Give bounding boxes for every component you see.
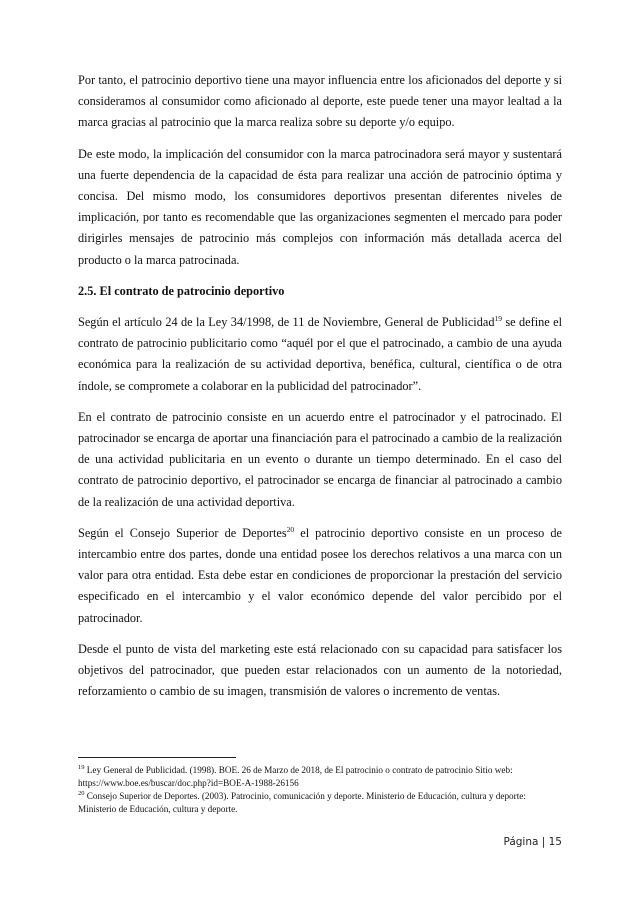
paragraph-5 <box>78 523 562 629</box>
paragraph-3 <box>78 312 562 397</box>
paragraph-5-text-b: el patrocinio deportivo consiste en un proceso de intercambio entre dos partes, donde una entidad posee los derechos relativos a una marca con un valor para otra entidad. Esta debe estar en condiciones de proporcionar la prestación del servicio especificado en el intercambio y el valor económico depende del valor percibido por el patrocinador. <box>78 525 562 625</box>
footnote-20-text: Consejo Superior de Deportes. (2003). Patrocinio, comunicación y deporte. Ministerio de Educación, cultura y deporte: Ministerio de Educación, cultura y deporte. <box>78 791 526 814</box>
footnote-19-number: 19 <box>78 763 85 771</box>
footnote-19 <box>78 764 562 790</box>
page-number: Página | 15 <box>503 836 562 848</box>
document-body <box>78 70 562 712</box>
footnote-20 <box>78 790 562 816</box>
footnote-19-text: Ley General de Publicidad. (1998). BOE. 26 de Marzo de 2018, de El patrocinio o contrato de patrocinio Sitio web: https://www.boe.es/buscar/doc.php?id=BOE-A-1988-26156 <box>78 765 513 788</box>
paragraph-3-text-b: se define el contrato de patrocinio publicitario como “aquél por el que el patrocinado, a cambio de una ayuda económica para la realización de su actividad deportiva, benéfica, cultural, científica o de otra índole, se compromete a colaborar en la publicidad del patrocinador”. <box>78 315 562 393</box>
footnote-divider <box>78 757 236 758</box>
section-heading: 2.5. El contrato de patrocinio deportivo <box>78 283 285 298</box>
footnotes-section <box>78 757 562 816</box>
paragraph-3-text-a: Según el artículo 24 de la Ley 34/1998, de 11 de Noviembre, General de Publicidad <box>78 315 495 330</box>
footnote-ref-19[interactable]: 19 <box>494 313 502 323</box>
paragraph-4: En el contrato de patrocinio consiste en un acuerdo entre el patrocinador y el patrocinado. El patrocinador se encarga de aportar una financiación para el patrocinado a cambio de la realización de una actividad publicitaria en un evento o durante un tiempo determinado. En el caso del contrato de patrocinio deportivo, el patrocinador se encarga de financiar al patrocinado a cambio de la realización de una actividad deportiva. <box>78 409 562 509</box>
footnote-20-number: 20 <box>78 789 85 797</box>
paragraph-2: De este modo, la implicación del consumidor con la marca patrocinadora será mayor y sustentará una fuerte dependencia de la capacidad de ésta para realizar una acción de patrocinio óptima y concisa. Del mismo modo, los consumidores deportivos presentan diferentes niveles de implicación, por tanto es recomendable que las organizaciones segmenten el mercado para poder dirigirles mensajes de patrocinio más complejos con información más detallada acerca del producto o la marca patrocinada. <box>78 146 562 267</box>
paragraph-6: Desde el punto de vista del marketing este está relacionado con su capacidad para satisfacer los objetivos del patrocinador, que pueden estar relacionados con un aumento de la notoriedad, reforzamiento o cambio de su imagen, transmisión de valores o incremento de ventas. <box>78 641 562 699</box>
footnote-ref-20[interactable]: 20 <box>286 524 295 534</box>
paragraph-5-text-a: Según el Consejo Superior de Deportes <box>78 525 287 540</box>
paragraph-1: Por tanto, el patrocinio deportivo tiene una mayor influencia entre los aficionados del deporte y si consideramos al consumidor como aficionado al deporte, este puede tener una mayor lealtad a la marca gracias al patrocinio que la marca realiza sobre su deporte y/o equipo. <box>78 73 562 130</box>
